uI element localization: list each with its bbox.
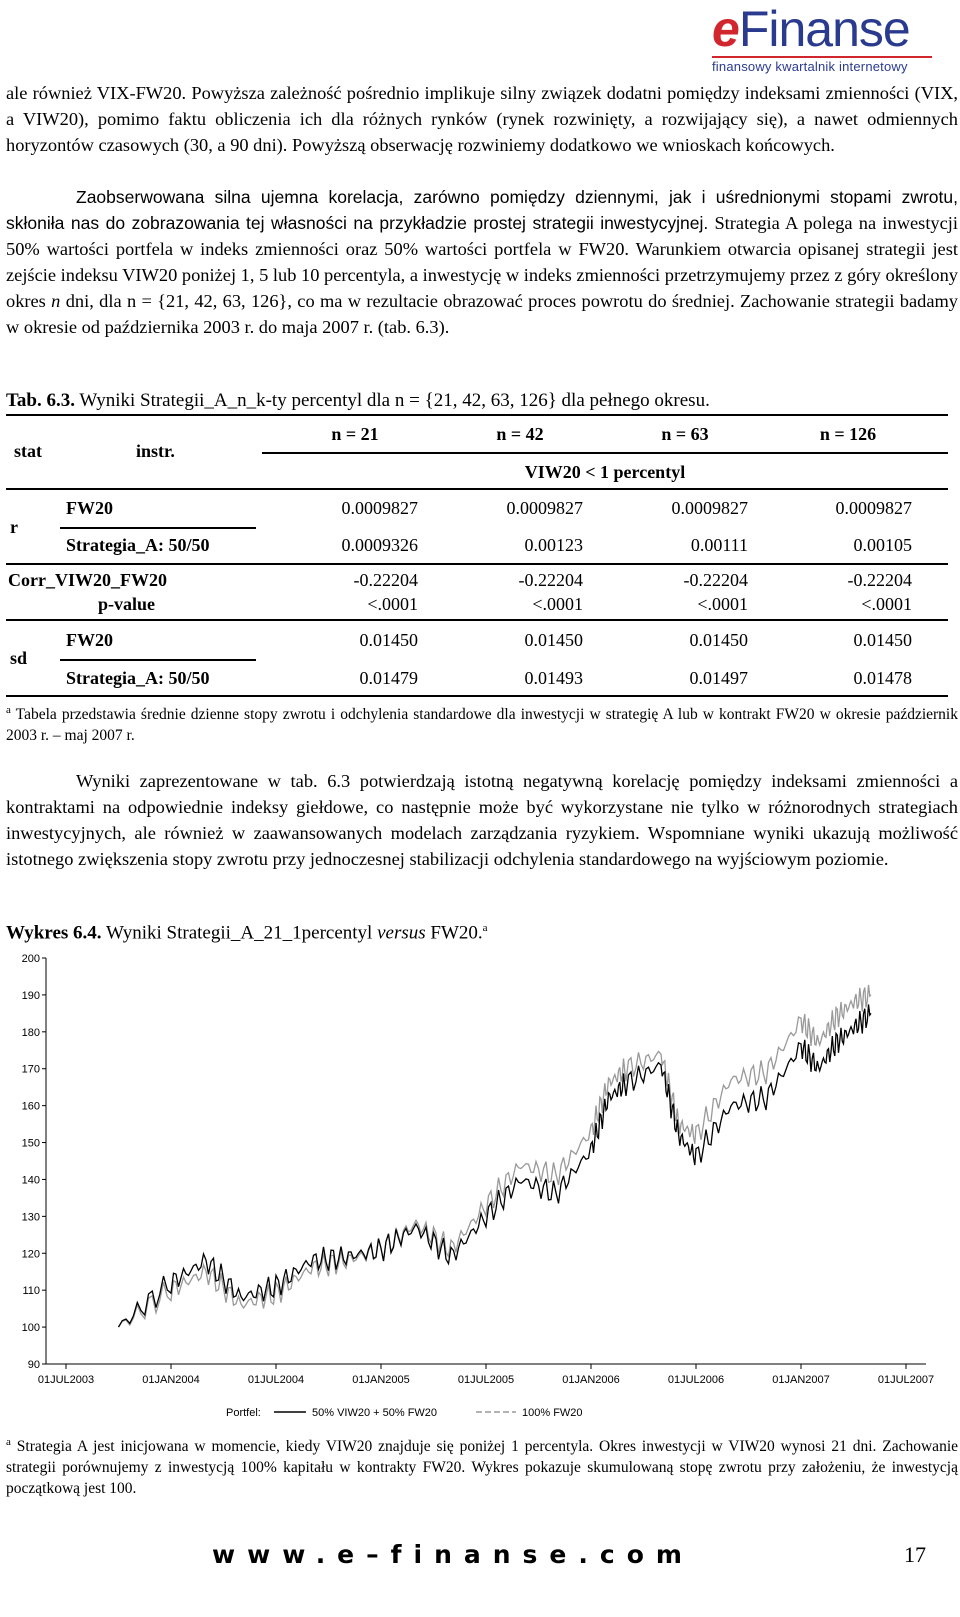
x-tick-label: 01JAN2006 (562, 1374, 620, 1386)
table-r-mid-rule (60, 527, 256, 529)
table-r-bottom-rule (6, 563, 948, 565)
line-chart (6, 950, 946, 1430)
paragraph-strategy: Zaobserwowana silna ujemna korelacja, zarówno pomiędzy dziennymi, jak i uśrednionymi stopami zwrotu, skłoniła nas do zobrazowania tej własności na przykładzie prostej strategii inwestycyjnej. Strategia A polega na inwestycji 50% wartości portfela w indeks zmienności oraz 50% wartości portfela w FW20. Warunkiem otwarcia opisanej strategii jest zejście indeksu VIW20 poniżej 1, 5 lub 10 percentyla, a inwestycję w indeks zmienności przetrzymujemy przez z góry określony okres n dni, dla n = {21, 42, 63, 126}, co ma w rezultacie obrazować proces powrotu do średniej. Zachowanie strategii badamy w okresie od października 2003 r. do maja 2007 r. (tab. 6.3). (6, 187, 959, 337)
table-header-rule (262, 452, 948, 454)
footer-website: www.e–finanse.com (212, 1540, 694, 1569)
table-row-label-pvalue: p-value (98, 594, 156, 614)
legend-title: Portfel: (226, 1407, 261, 1419)
table-row-instr: Strategia_A: 50/50 (66, 668, 210, 688)
table-footnote: $^a$ Tabela przedstawia średnie dzienne stopy zwrotu i odchylenia standardowe dla inwestycji w strategię A lub w kontrakt FW20 w okresie październik 2003 r. – maj 2007 r. (6, 704, 958, 745)
series-line (119, 1004, 872, 1327)
table-cell: 0.00111 (690, 535, 748, 555)
table-caption: Tab. 6.3. Wyniki Strategii_A_n_k-ty percentyl dla n = {21, 42, 63, 126} dla pełnego okresu. (6, 390, 710, 411)
table-header-stat: stat (14, 441, 42, 461)
table-cell: 0.0009827 (506, 498, 583, 518)
y-axis (22, 953, 46, 1371)
y-tick-label: 170 (21, 1063, 40, 1076)
table-row-instr: Strategia_A: 50/50 (66, 535, 210, 555)
table-header-n42: n = 42 (496, 424, 544, 444)
table-cell: 0.0009827 (835, 498, 912, 518)
table-cell: 0.0009827 (341, 498, 418, 518)
legend-entry: 50% VIW20 + 50% FW20 (312, 1407, 438, 1419)
logo-tagline: finansowy kwartalnik internetowy (712, 56, 932, 74)
table-cell: 0.01450 (853, 630, 912, 650)
table-row-instr: FW20 (66, 498, 113, 518)
efinanse-logo (712, 1, 932, 74)
x-tick-label: 01JAN2007 (772, 1374, 830, 1386)
chart-series (119, 985, 872, 1327)
y-tick-label: 100 (21, 1322, 40, 1335)
table-corr-bottom-rule (6, 619, 948, 621)
x-axis (38, 1364, 934, 1386)
table-cell: 0.01450 (524, 630, 583, 650)
table-cell: 0.01497 (689, 668, 748, 688)
y-tick-label: 90 (27, 1359, 40, 1371)
table-top-rule (6, 414, 948, 416)
table-header-instr: instr. (136, 441, 175, 461)
table-cell: 0.0009827 (671, 498, 748, 518)
y-tick-label: 140 (21, 1174, 40, 1187)
table-cell: 0.01450 (359, 630, 418, 650)
table-row-label-r: r (10, 517, 18, 537)
table-cell: <.0001 (697, 594, 748, 614)
table-header-n126: n = 126 (819, 424, 877, 444)
y-tick-label: 190 (21, 989, 40, 1002)
y-tick-label: 110 (22, 1285, 40, 1298)
table-header-n63: n = 63 (661, 424, 709, 444)
table-cell: 0.01479 (359, 668, 418, 688)
table-cell: -0.22204 (847, 570, 912, 590)
y-tick-label: 180 (21, 1026, 40, 1039)
table-cell: 0.00105 (853, 535, 912, 555)
table-bottom-rule (6, 695, 948, 697)
table-cell: -0.22204 (353, 570, 418, 590)
figure-caption: Wykres 6.4. Wyniki Strategii_A_21_1percentyl versus FW20.$^a$ (6, 922, 488, 944)
y-tick-label: 160 (21, 1100, 40, 1113)
x-tick-label: 01JUL2003 (37, 1374, 95, 1386)
paragraph-results: Wyniki zaprezentowane w tab. 6.3 potwierdzają istotną negatywną korelację pomiędzy indeksami zmienności a kontraktami na odpowiednie indeksy giełdowe, co następnie może być wykorzystane nie tylko w różnorodnych strategiach inwestycyjnych, ale również w zaawansowanych modelach zarządzania ryzykiem. Wspomniane wyniki ukazują możliwość istotnego zwiększenia stopy zwrotu przy jednoczesnej stabilizacji odchylenia standardowego na wyjściowym poziomie. (6, 771, 958, 869)
x-tick-label: 01JUL2005 (457, 1374, 515, 1386)
table-cell: 0.01478 (853, 668, 912, 688)
table-row-label-corr: Corr_VIW20_FW20 (8, 570, 167, 590)
page-number: 17 (904, 1542, 926, 1567)
paragraph-intro: ale również VIX-FW20. Powyższa zależność pośrednio implikuje silny związek dodatni pomiędzy indeksami zmienności (VIX, a VIW20), pomimo faktu obliczenia ich dla różnych rynków (rynek rozwinięty, a rozwijający się), a nawet odmiennych horyzontów czasowych (30, a 90 dni). Powyższą obserwację rozwiniemy dodatkowo we wnioskach końcowych. (6, 83, 958, 155)
series-line (119, 985, 872, 1327)
y-tick-label: 150 (21, 1137, 40, 1150)
y-tick-label: 120 (21, 1248, 40, 1261)
chart-legend (226, 1407, 583, 1419)
table-cell: 0.0009326 (341, 535, 418, 555)
table-cell: 0.01450 (689, 630, 748, 650)
y-tick-label: 130 (21, 1211, 40, 1224)
logo-wordmark: eFinanse (712, 1, 910, 57)
table-header-bottom-rule (6, 488, 948, 490)
x-tick-label: 01JAN2004 (142, 1374, 200, 1386)
table-cell: 0.01493 (524, 668, 583, 688)
table-cell: -0.22204 (518, 570, 583, 590)
table-cell: <.0001 (532, 594, 583, 614)
x-tick-label: 01JUL2007 (877, 1374, 935, 1386)
y-tick-label: 200 (21, 953, 40, 965)
x-tick-label: 01JAN2005 (352, 1374, 410, 1386)
table-cell: -0.22204 (683, 570, 748, 590)
table-subheader: VIW20 < 1 percentyl (524, 462, 686, 482)
x-tick-label: 01JUL2004 (247, 1374, 305, 1386)
table-row-label-sd: sd (10, 648, 28, 668)
table-cell: 0.00123 (524, 535, 583, 555)
table-cell: <.0001 (367, 594, 418, 614)
figure-footnote: $^a$ Strategia A jest inicjowana w momencie, kiedy VIW20 znajduje się poniżej 1 percentyla. Okres inwestycji w VIW20 wynosi 21 dni. Zachowanie strategii porównujemy z inwestycją 100% kapitału w kontrakty FW20. Wykres pokazuje skumulowaną stopę zwrotu przy założeniu, że inwestycją początkową jest 100. (6, 1436, 958, 1498)
table-cell: <.0001 (861, 594, 912, 614)
table-header-n21: n = 21 (331, 424, 379, 444)
table-row-instr: FW20 (66, 630, 113, 650)
x-tick-label: 01JUL2006 (667, 1374, 725, 1386)
table-sd-mid-rule (60, 659, 256, 661)
legend-entry: 100% FW20 (522, 1407, 583, 1419)
